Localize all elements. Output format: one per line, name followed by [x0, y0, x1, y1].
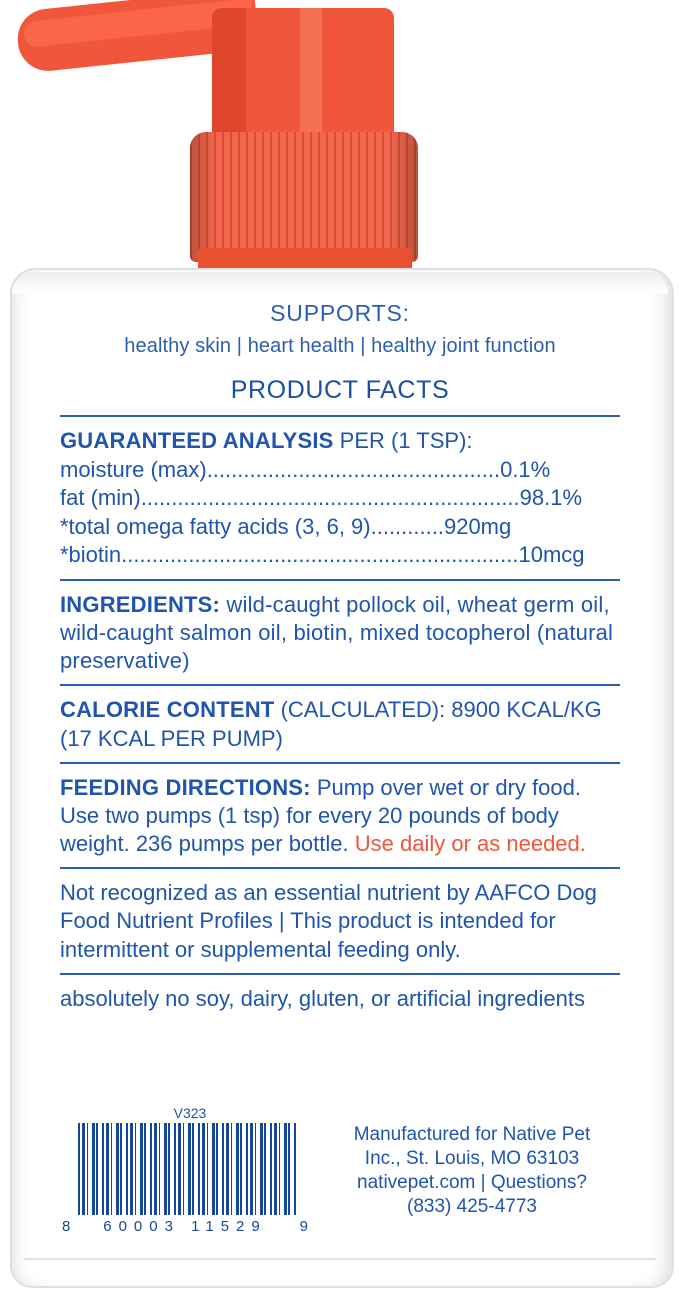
- manufacturer-info: [324, 1123, 620, 1235]
- label-footer: [60, 1105, 620, 1235]
- analysis-value: 10mcg: [518, 542, 585, 568]
- divider: [60, 867, 620, 869]
- guaranteed-analysis-serving: PER (1 TSP):: [339, 428, 473, 453]
- analysis-dots: ..............................................................: [140, 485, 520, 511]
- analysis-dots: ................................................: [206, 456, 501, 482]
- ingredients-heading: INGREDIENTS:: [60, 591, 221, 617]
- pump-collar-shadow-right: [388, 132, 418, 262]
- free-from-statement: absolutely no soy, dairy, gluten, or artificial ingredients: [60, 985, 586, 1011]
- ingredients-text: wild-caught pollock oil, wheat germ oil, wild-caught salmon oil, biotin, mixed tocopherol (natural preservative): [60, 591, 614, 674]
- analysis-name: moisture (max): [60, 456, 207, 482]
- barcode-main-digits: 60003 11529: [103, 1218, 267, 1235]
- analysis-name: fat (min): [60, 485, 141, 511]
- divider: [60, 762, 620, 764]
- analysis-value: 98.1%: [519, 485, 583, 511]
- analysis-row: [60, 541, 620, 570]
- analysis-row: [60, 513, 620, 542]
- product-facts-title: PRODUCT FACTS: [230, 376, 450, 404]
- pump-collar-ribbing: [190, 132, 418, 262]
- version-code: V323: [173, 1105, 207, 1121]
- analysis-dots: ............: [370, 513, 444, 539]
- guaranteed-analysis-section: [60, 427, 620, 570]
- divider: [60, 684, 620, 686]
- manufacturer-line: Manufactured for Native Pet: [353, 1124, 591, 1146]
- analysis-row: [60, 456, 620, 485]
- feeding-directions-heading: FEEDING DIRECTIONS:: [60, 774, 311, 800]
- barcode-block: [60, 1105, 310, 1235]
- calorie-content-section: [60, 696, 620, 752]
- aafco-disclaimer: Not recognized as an essential nutrient by AAFCO Dog Food Nutrient Profiles | This product is intended for intermittent or supplemental feeding only.: [60, 880, 597, 962]
- bottle-foot-line: [24, 1258, 656, 1260]
- analysis-value: 920mg: [443, 513, 512, 539]
- bottle-shoulder: [12, 272, 668, 294]
- feeding-directions-accent: Use daily or as needed.: [354, 831, 586, 857]
- feeding-directions-text: Pump over wet or dry food. Use two pumps (1 tsp) for every 20 pounds of body weight. 236 pumps per bottle.: [60, 774, 581, 857]
- barcode-bars: [78, 1123, 296, 1215]
- guaranteed-analysis-label: GUARANTEED ANALYSIS: [60, 428, 334, 453]
- analysis-name: *total omega fatty acids (3, 6, 9): [60, 513, 371, 539]
- analysis-row: [60, 484, 620, 513]
- ingredients-section: [60, 591, 620, 675]
- divider: [60, 973, 620, 975]
- divider: [60, 579, 620, 581]
- barcode-digits: [60, 1218, 310, 1235]
- analysis-dots: .................................................................: [121, 542, 519, 568]
- barcode-left-digit: 8: [62, 1218, 71, 1235]
- calorie-content-text: (CALCULATED): 8900 KCAL/KG (17 KCAL PER PUMP): [60, 697, 602, 751]
- supports-title: SUPPORTS:: [270, 300, 410, 326]
- supports-benefits: healthy skin | heart health | healthy joint function: [124, 335, 556, 357]
- manufacturer-line: Inc., St. Louis, MO 63103: [364, 1148, 580, 1170]
- feeding-directions-section: [60, 774, 620, 858]
- analysis-name: *biotin: [60, 542, 122, 568]
- analysis-value: 0.1%: [500, 456, 551, 482]
- guaranteed-analysis-heading: [60, 427, 620, 456]
- barcode-right-digit: 9: [299, 1218, 308, 1235]
- calorie-content-heading: CALORIE CONTENT: [60, 697, 275, 723]
- manufacturer-line: nativepet.com | Questions?: [357, 1172, 587, 1194]
- divider: [60, 415, 620, 417]
- product-label: [60, 300, 620, 1013]
- manufacturer-line: (833) 425-4773: [407, 1196, 537, 1218]
- pump-collar-shadow-left: [190, 132, 216, 262]
